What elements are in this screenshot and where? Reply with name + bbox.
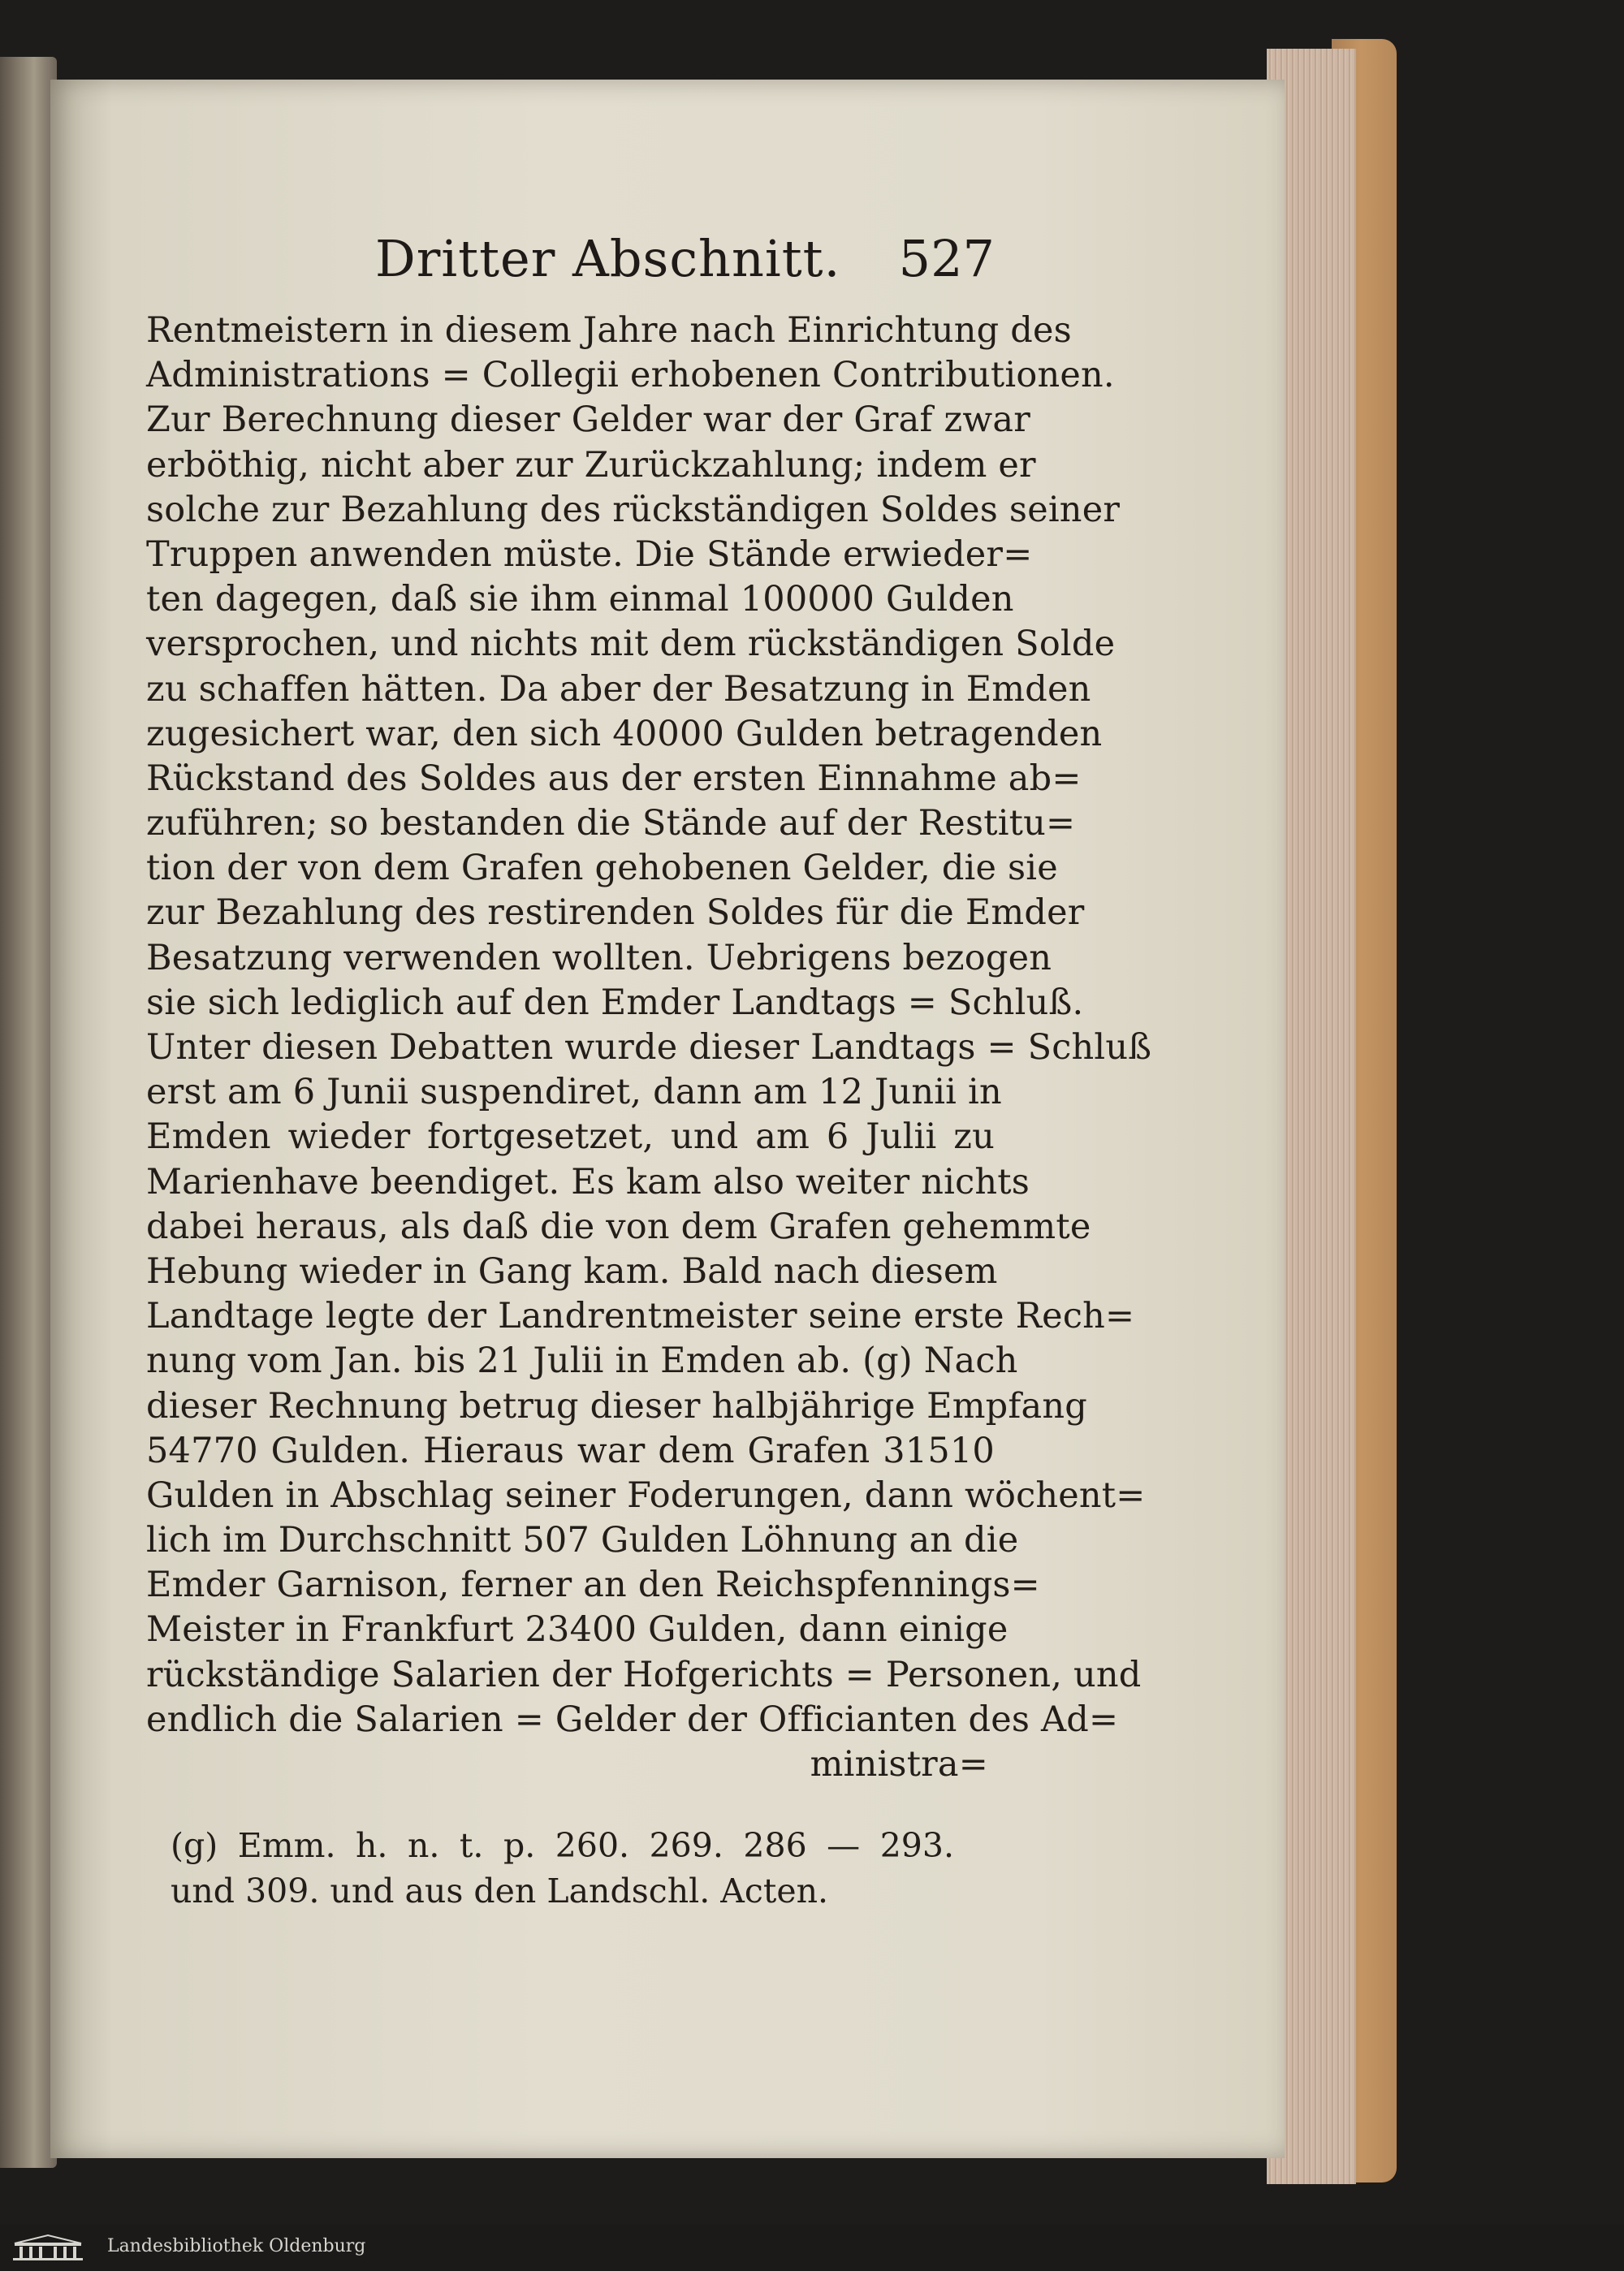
- text-line: Marienhave beendiget. Es kam also weiter nichts: [146, 1161, 1030, 1202]
- footnote: [171, 1823, 954, 1914]
- text-line: lich im Durchschnitt 507 Gulden Löhnung an die: [146, 1520, 1019, 1561]
- text-line: Besatzung verwenden wollten. Uebrigens bezogen: [146, 937, 1052, 978]
- text-line: erböthig, nicht aber zur Zurückzahlung; indem er: [146, 444, 1036, 486]
- text-line: dabei heraus, als daß die von dem Grafen gehemmte: [146, 1206, 1091, 1247]
- text-line: zugesichert war, den sich 40000 Gulden betragenden: [146, 713, 1103, 754]
- text-line: zu schaffen hätten. Da aber der Besatzung in Emden: [146, 668, 1091, 710]
- text-line: Meister in Frankfurt 23400 Gulden, dann einige: [146, 1609, 1009, 1651]
- text-line: nung vom Jan. bis 21 Julii in Emden ab. (g) Nach: [146, 1341, 1018, 1382]
- text-line: Hebung wieder in Gang kam. Bald nach diesem: [146, 1250, 998, 1292]
- text-line: erst am 6 Junii suspendiret, dann am 12 Junii in: [146, 1072, 1002, 1113]
- text-line: solche zur Bezahlung des rückständigen Soldes seiner: [146, 489, 1121, 530]
- text-line: Unter diesen Debatten wurde dieser Landtags = Schluß: [146, 1027, 1152, 1068]
- text-line: Rückstand des Soldes aus der ersten Einnahme ab=: [146, 758, 1082, 799]
- footnote-line: (g) Emm. h. n. t. p. 260. 269. 286 — 293.: [171, 1826, 954, 1865]
- text-line: zur Bezahlung des restirenden Soldes für die Emder: [146, 892, 1085, 934]
- text-line: Truppen anwenden müste. Die Stände erwieder=: [146, 533, 1033, 575]
- page-number: 527: [898, 229, 995, 288]
- text-line: zuführen; so bestanden die Stände auf der Restitu=: [146, 803, 1076, 844]
- text-line: Gulden in Abschlag seiner Foderungen, dann wöchent=: [146, 1474, 1146, 1516]
- library-name: Landesbibliothek Oldenburg: [107, 2236, 366, 2256]
- text-line: Emder Garnison, ferner an den Reichspfennings=: [146, 1565, 1040, 1606]
- text-line: tion der von dem Grafen gehobenen Gelder, die sie: [146, 848, 1058, 889]
- text-line: ten dagegen, daß sie ihm einmal 100000 Gulden: [146, 579, 1014, 620]
- text-line: Landtage legte der Landrentmeister seine erste Rech=: [146, 1296, 1135, 1337]
- text-line: dieser Rechnung betrug dieser halbjährige Empfang: [146, 1385, 1087, 1427]
- text-line: Rentmeistern in diesem Jahre nach Einrichtung des: [146, 310, 1072, 351]
- running-head: Dritter Abschnitt.: [375, 229, 841, 288]
- library-footer-bar: [0, 2225, 1624, 2271]
- text-line: Administrations = Collegii erhobenen Contributionen.: [146, 355, 1115, 396]
- text-line: rückständige Salarien der Hofgerichts = Personen, und: [146, 1654, 1142, 1695]
- text-line: 54770 Gulden. Hieraus war dem Grafen 31510: [146, 1430, 995, 1471]
- text-line: Emden wieder fortgesetzet, und am 6 Julii zu: [146, 1116, 995, 1158]
- text-line: versprochen, und nichts mit dem rückständigen Solde: [146, 624, 1116, 665]
- text-line: sie sich lediglich auf den Emder Landtags = Schluß.: [146, 982, 1084, 1023]
- facing-page-edge: [0, 57, 57, 2168]
- library-building-icon: [11, 2234, 84, 2261]
- text-line: Zur Berechnung dieser Gelder war der Graf zwar: [146, 399, 1030, 441]
- footnote-line: und 309. und aus den Landschl. Acten.: [171, 1872, 829, 1910]
- catchword: ministra=: [810, 1744, 988, 1785]
- text-line: endlich die Salarien = Gelder der Officianten des Ad=: [146, 1699, 1119, 1740]
- body-text: [146, 309, 1152, 1787]
- page-header: [146, 229, 995, 302]
